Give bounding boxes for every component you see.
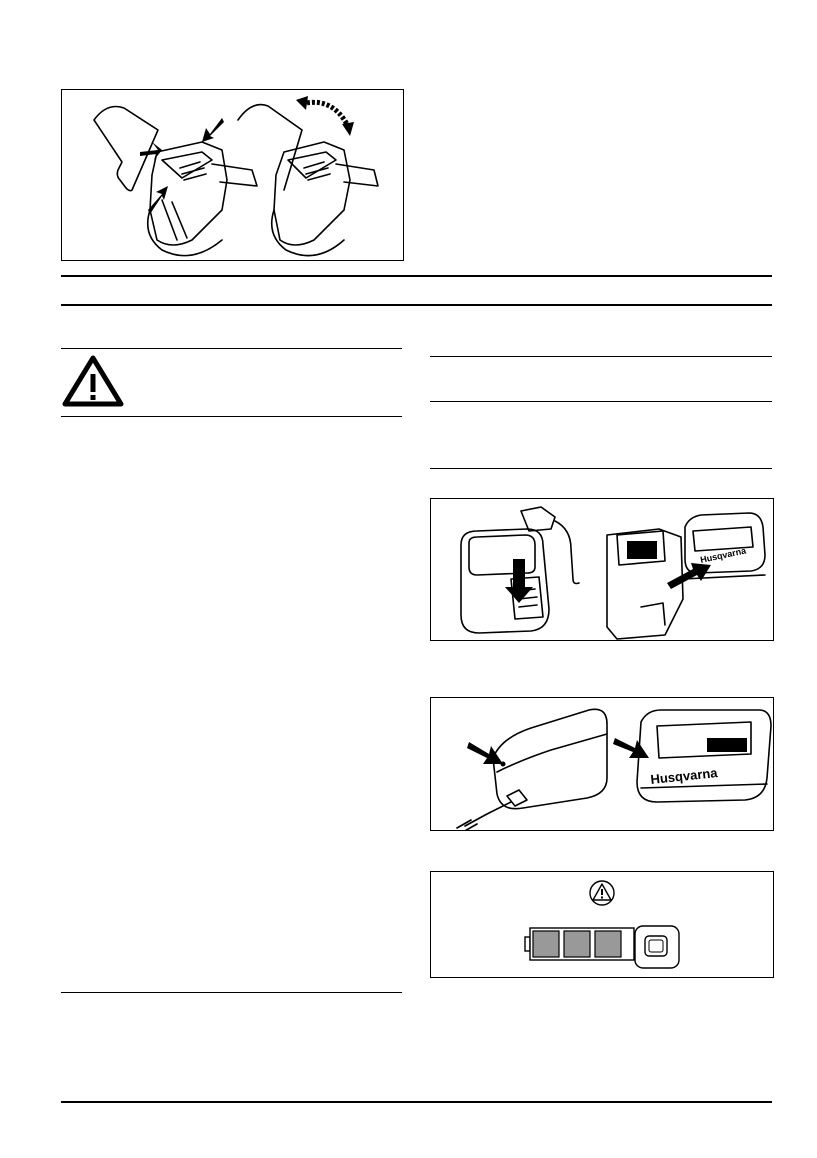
right-rule-1 <box>430 356 772 357</box>
battery-status-illustration <box>431 872 774 978</box>
figure-trimmer-guard <box>61 89 404 261</box>
svg-text:Husqvarna: Husqvarna <box>649 765 719 787</box>
warning-divider <box>131 354 132 412</box>
left-column-end-rule <box>61 992 402 993</box>
warning-rule-top <box>61 348 402 349</box>
trimmer-guard-illustration <box>62 90 404 261</box>
warning-triangle-icon <box>61 354 125 410</box>
figure-battery-charger <box>430 498 774 641</box>
footer-rule <box>61 1101 772 1103</box>
svg-text:Husqvarna: Husqvarna <box>699 545 747 565</box>
status-warning-icon <box>590 881 614 905</box>
section-rule-bottom <box>61 304 772 306</box>
dock-brand-mark <box>650 765 719 787</box>
charger-leds-illustration <box>431 698 774 831</box>
right-rule-2 <box>430 401 772 402</box>
section-rule-top <box>61 275 772 277</box>
figure-charger-leds <box>430 697 774 831</box>
warning-rule-bottom <box>61 416 402 417</box>
battery-charger-illustration <box>431 499 774 641</box>
right-rule-3 <box>430 468 772 469</box>
figure-battery-status <box>430 871 774 978</box>
